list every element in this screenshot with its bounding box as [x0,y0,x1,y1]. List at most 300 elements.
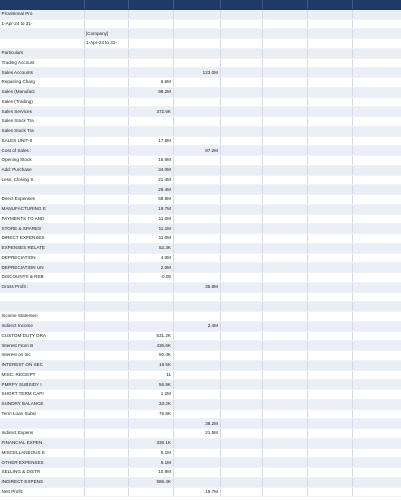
cell-label[interactable]: INTEREST ON SEC [0,360,84,370]
cell-empty[interactable] [220,68,262,78]
cell-value[interactable]: 58.8M [128,195,173,205]
cell-empty[interactable] [262,477,307,487]
cell-empty[interactable] [352,87,401,97]
cell-empty[interactable] [352,165,401,175]
cell-empty[interactable] [307,477,352,487]
cell-value[interactable] [128,146,173,156]
cell-value[interactable] [173,477,220,487]
cell-empty[interactable] [307,195,352,205]
cell-empty[interactable] [262,273,307,283]
cell-value[interactable] [173,9,220,19]
cell-value[interactable] [173,409,220,419]
column-header-cell[interactable] [128,0,173,9]
cell-empty[interactable] [262,156,307,166]
cell-label[interactable]: PAYMENTS TO AND [0,214,84,224]
cell-value[interactable]: 34.0M [128,165,173,175]
cell-value[interactable]: 11.1M [128,224,173,234]
cell-label[interactable]: Interest From B [0,341,84,351]
cell-empty[interactable] [307,58,352,68]
cell-empty[interactable] [352,273,401,283]
cell-value[interactable] [84,409,128,419]
cell-empty[interactable] [220,9,262,19]
cell-label[interactable]: Income Statemen [0,312,84,322]
cell-value[interactable] [84,282,128,292]
cell-value[interactable] [173,136,220,146]
cell-empty[interactable] [352,185,401,195]
cell-empty[interactable] [352,263,401,273]
cell-value[interactable] [173,29,220,39]
cell-empty[interactable] [352,107,401,117]
cell-label[interactable]: Sales Accounts [0,68,84,78]
cell-value[interactable] [173,253,220,263]
cell-value[interactable]: 11.0M [128,234,173,244]
cell-value[interactable] [84,234,128,244]
cell-value[interactable]: 2.4M [173,321,220,331]
cell-empty[interactable] [352,146,401,156]
cell-value[interactable]: 17.8M [128,136,173,146]
cell-label[interactable]: Interest on Inc [0,351,84,361]
cell-value[interactable] [128,9,173,19]
cell-label[interactable]: 1-Apr-24 to 31- [0,19,84,29]
cell-value[interactable]: 56.9K [128,380,173,390]
cell-empty[interactable] [220,78,262,88]
cell-empty[interactable] [262,78,307,88]
cell-empty[interactable] [352,78,401,88]
cell-label[interactable]: SELLING & DISTR [0,468,84,478]
cell-value[interactable] [173,390,220,400]
cell-value[interactable]: 6.6M [128,78,173,88]
cell-value[interactable]: 1.2M [128,390,173,400]
cell-empty[interactable] [262,195,307,205]
cell-label[interactable]: SUNDRY BALANCE [0,399,84,409]
cell-empty[interactable] [220,448,262,458]
cell-value[interactable] [84,458,128,468]
cell-value[interactable] [84,390,128,400]
cell-value[interactable]: 11 [128,370,173,380]
cell-value[interactable] [84,487,128,497]
cell-empty[interactable] [262,390,307,400]
cell-value[interactable] [128,282,173,292]
cell-empty[interactable] [352,409,401,419]
cell-empty[interactable] [262,126,307,136]
cell-label[interactable]: MISC. RECEIPT [0,370,84,380]
cell-empty[interactable] [262,97,307,107]
cell-value[interactable] [173,351,220,361]
cell-empty[interactable] [262,468,307,478]
cell-value[interactable]: 5.1M [128,458,173,468]
cell-value[interactable] [84,126,128,136]
cell-empty[interactable] [307,253,352,263]
cell-empty[interactable] [307,429,352,439]
cell-empty[interactable] [307,351,352,361]
cell-value[interactable] [173,292,220,302]
cell-empty[interactable] [262,117,307,127]
cell-label[interactable] [0,185,84,195]
cell-empty[interactable] [307,78,352,88]
cell-empty[interactable] [307,126,352,136]
cell-value[interactable] [173,204,220,214]
cell-empty[interactable] [220,39,262,49]
cell-empty[interactable] [307,19,352,29]
cell-value[interactable] [128,58,173,68]
cell-value[interactable] [84,9,128,19]
cell-value[interactable] [84,243,128,253]
cell-empty[interactable] [352,370,401,380]
cell-label[interactable] [0,292,84,302]
cell-empty[interactable] [220,487,262,497]
cell-empty[interactable] [307,87,352,97]
cell-empty[interactable] [262,370,307,380]
cell-label[interactable]: DISCOUNTS & REB [0,273,84,283]
cell-empty[interactable] [352,97,401,107]
cell-empty[interactable] [307,380,352,390]
cell-value[interactable]: 10.9M [128,468,173,478]
cell-value[interactable]: 123.0M [173,68,220,78]
cell-empty[interactable] [307,243,352,253]
cell-value[interactable] [84,87,128,97]
cell-empty[interactable] [352,429,401,439]
cell-empty[interactable] [220,390,262,400]
cell-value[interactable] [128,292,173,302]
cell-label[interactable]: DEPRECIATION UN [0,263,84,273]
cell-label[interactable]: OTHER EXPENSES [0,458,84,468]
cell-empty[interactable] [352,243,401,253]
cell-label[interactable]: INDIRECT EXPENS [0,477,84,487]
cell-value[interactable] [173,370,220,380]
cell-value[interactable] [84,302,128,312]
cell-value[interactable] [173,185,220,195]
cell-empty[interactable] [220,48,262,58]
cell-value[interactable]: 98.2M [128,87,173,97]
cell-label[interactable]: Term Loan Subsi [0,409,84,419]
cell-empty[interactable] [307,146,352,156]
cell-empty[interactable] [220,302,262,312]
cell-empty[interactable] [307,282,352,292]
cell-value[interactable] [173,78,220,88]
column-header-cell[interactable] [0,0,84,9]
cell-label[interactable]: SHORT TERM CAPI [0,390,84,400]
cell-value[interactable] [173,58,220,68]
cell-empty[interactable] [220,146,262,156]
cell-value[interactable]: 2.0M [128,263,173,273]
cell-value[interactable] [173,156,220,166]
cell-empty[interactable] [220,136,262,146]
cell-value[interactable] [84,97,128,107]
cell-value[interactable] [84,321,128,331]
cell-empty[interactable] [220,292,262,302]
cell-empty[interactable] [352,419,401,429]
cell-empty[interactable] [352,136,401,146]
cell-value[interactable]: 5.1M [128,448,173,458]
cell-value[interactable] [173,175,220,185]
cell-value[interactable] [84,429,128,439]
cell-value[interactable]: 35.8M [173,282,220,292]
cell-empty[interactable] [307,360,352,370]
cell-empty[interactable] [352,448,401,458]
cell-label[interactable]: SALES UNIT-II [0,136,84,146]
cell-empty[interactable] [352,312,401,322]
cell-empty[interactable] [262,243,307,253]
cell-empty[interactable] [262,39,307,49]
cell-empty[interactable] [352,468,401,478]
cell-empty[interactable] [262,204,307,214]
cell-value[interactable] [84,195,128,205]
cell-value[interactable] [84,399,128,409]
cell-label[interactable]: Trading Account [0,58,84,68]
cell-value[interactable] [84,214,128,224]
cell-label[interactable]: DEPRECIATION [0,253,84,263]
cell-empty[interactable] [352,302,401,312]
cell-value[interactable] [173,263,220,273]
cell-value[interactable] [84,468,128,478]
cell-empty[interactable] [262,438,307,448]
cell-empty[interactable] [352,477,401,487]
cell-empty[interactable] [352,331,401,341]
cell-empty[interactable] [307,39,352,49]
cell-empty[interactable] [307,117,352,127]
cell-value[interactable]: 38.2M [173,419,220,429]
column-header-cell[interactable] [220,0,262,9]
cell-empty[interactable] [220,370,262,380]
cell-label[interactable]: Opening Stock [0,156,84,166]
cell-empty[interactable] [352,224,401,234]
cell-value[interactable] [128,419,173,429]
cell-empty[interactable] [307,487,352,497]
cell-value[interactable] [173,224,220,234]
cell-empty[interactable] [262,487,307,497]
cell-empty[interactable] [220,29,262,39]
cell-empty[interactable] [352,48,401,58]
cell-value[interactable]: 19.5K [128,360,173,370]
cell-value[interactable] [173,39,220,49]
cell-empty[interactable] [262,175,307,185]
cell-value[interactable] [84,156,128,166]
cell-value[interactable] [173,438,220,448]
cell-value[interactable] [84,136,128,146]
cell-label[interactable]: Less: Closing S [0,175,84,185]
cell-empty[interactable] [307,312,352,322]
cell-value[interactable] [84,438,128,448]
cell-empty[interactable] [262,107,307,117]
cell-value[interactable] [128,321,173,331]
cell-empty[interactable] [220,282,262,292]
cell-empty[interactable] [307,399,352,409]
cell-empty[interactable] [220,126,262,136]
cell-empty[interactable] [307,263,352,273]
cell-empty[interactable] [352,351,401,361]
cell-label[interactable]: Direct Expenses [0,195,84,205]
cell-empty[interactable] [220,234,262,244]
cell-label[interactable]: Gross Profit : [0,282,84,292]
cell-empty[interactable] [220,429,262,439]
cell-label[interactable] [0,39,84,49]
cell-value[interactable] [173,165,220,175]
cell-empty[interactable] [352,19,401,29]
cell-value[interactable] [84,292,128,302]
cell-empty[interactable] [307,136,352,146]
cell-value[interactable] [173,458,220,468]
cell-empty[interactable] [262,331,307,341]
cell-empty[interactable] [220,468,262,478]
cell-value[interactable]: 531.2K [128,331,173,341]
cell-empty[interactable] [220,117,262,127]
cell-empty[interactable] [307,204,352,214]
cell-value[interactable] [84,224,128,234]
cell-empty[interactable] [220,204,262,214]
cell-empty[interactable] [220,341,262,351]
cell-empty[interactable] [220,107,262,117]
cell-empty[interactable] [220,273,262,283]
cell-empty[interactable] [307,390,352,400]
cell-value[interactable] [128,487,173,497]
column-header-cell[interactable] [84,0,128,9]
cell-empty[interactable] [262,312,307,322]
cell-empty[interactable] [220,156,262,166]
cell-empty[interactable] [352,234,401,244]
cell-value[interactable]: 19.7M [128,204,173,214]
cell-empty[interactable] [262,458,307,468]
cell-empty[interactable] [220,458,262,468]
cell-empty[interactable] [262,419,307,429]
cell-empty[interactable] [352,39,401,49]
cell-empty[interactable] [262,253,307,263]
cell-empty[interactable] [220,477,262,487]
cell-value[interactable]: 1-Apr-24 to 31- [84,39,128,49]
cell-empty[interactable] [352,175,401,185]
cell-value[interactable]: 338.1K [128,438,173,448]
cell-empty[interactable] [220,312,262,322]
cell-empty[interactable] [220,263,262,273]
cell-value[interactable]: 4.0M [128,253,173,263]
cell-empty[interactable] [262,302,307,312]
cell-empty[interactable] [262,185,307,195]
cell-label[interactable]: Sales (Trading) [0,97,84,107]
cell-empty[interactable] [307,273,352,283]
cell-value[interactable] [173,234,220,244]
cell-empty[interactable] [262,409,307,419]
cell-value[interactable] [84,146,128,156]
cell-value[interactable] [128,48,173,58]
cell-value[interactable] [173,360,220,370]
cell-empty[interactable] [307,292,352,302]
cell-label[interactable]: Nett Profit: [0,487,84,497]
cell-empty[interactable] [352,292,401,302]
cell-label[interactable]: Sales Stock Tra [0,126,84,136]
cell-empty[interactable] [352,117,401,127]
cell-empty[interactable] [220,399,262,409]
cell-empty[interactable] [262,360,307,370]
cell-value[interactable] [84,312,128,322]
cell-empty[interactable] [352,29,401,39]
cell-label[interactable]: EXPENSES RELATE [0,243,84,253]
cell-value[interactable] [173,19,220,29]
cell-value[interactable]: 596.4K [128,477,173,487]
cell-empty[interactable] [220,214,262,224]
cell-empty[interactable] [307,468,352,478]
cell-value[interactable] [173,195,220,205]
cell-value[interactable] [173,448,220,458]
cell-label[interactable]: Indirect Income [0,321,84,331]
cell-value[interactable] [173,380,220,390]
cell-value[interactable] [84,477,128,487]
cell-value[interactable] [84,331,128,341]
cell-empty[interactable] [307,165,352,175]
column-header-cell[interactable] [307,0,352,9]
cell-value[interactable] [84,273,128,283]
cell-value[interactable] [84,370,128,380]
cell-empty[interactable] [262,399,307,409]
cell-value[interactable] [173,107,220,117]
cell-label[interactable]: PMRPY SUBSIDY I [0,380,84,390]
column-header-cell[interactable] [262,0,307,9]
cell-empty[interactable] [307,214,352,224]
cell-label[interactable]: Cost of Sales : [0,146,84,156]
cell-label[interactable]: MISCELLANEOUS E [0,448,84,458]
cell-empty[interactable] [352,68,401,78]
cell-label[interactable] [0,302,84,312]
cell-empty[interactable] [307,156,352,166]
cell-empty[interactable] [220,380,262,390]
cell-empty[interactable] [220,360,262,370]
cell-label[interactable]: Particulars [0,48,84,58]
cell-empty[interactable] [220,321,262,331]
cell-empty[interactable] [262,58,307,68]
cell-empty[interactable] [352,321,401,331]
cell-empty[interactable] [220,438,262,448]
cell-empty[interactable] [262,214,307,224]
cell-empty[interactable] [352,195,401,205]
cell-value[interactable] [84,341,128,351]
cell-value[interactable] [84,360,128,370]
cell-value[interactable] [128,39,173,49]
cell-empty[interactable] [262,234,307,244]
column-header-cell[interactable] [173,0,220,9]
cell-empty[interactable] [352,380,401,390]
cell-empty[interactable] [220,224,262,234]
cell-empty[interactable] [352,282,401,292]
cell-empty[interactable] [262,48,307,58]
cell-empty[interactable] [262,165,307,175]
cell-value[interactable] [173,331,220,341]
cell-value[interactable]: 11.0M [128,214,173,224]
cell-label[interactable]: DIRECT EXPENSES [0,234,84,244]
cell-empty[interactable] [307,97,352,107]
cell-empty[interactable] [352,126,401,136]
cell-value[interactable] [84,175,128,185]
cell-label[interactable]: Provisional Pro [0,9,84,19]
cell-label[interactable]: Sales (Manufact [0,87,84,97]
cell-empty[interactable] [262,321,307,331]
cell-empty[interactable] [262,282,307,292]
cell-value[interactable] [84,19,128,29]
cell-value[interactable] [173,243,220,253]
cell-label[interactable]: Sales Services [0,107,84,117]
cell-empty[interactable] [262,146,307,156]
cell-empty[interactable] [307,224,352,234]
cell-empty[interactable] [220,409,262,419]
cell-value[interactable] [173,302,220,312]
cell-label[interactable]: Repairing Charg [0,78,84,88]
cell-value[interactable] [128,312,173,322]
cell-label[interactable]: CUSTOM DUTY DRA [0,331,84,341]
cell-value[interactable] [173,117,220,127]
cell-value[interactable] [173,214,220,224]
cell-value[interactable]: -0.08 [128,273,173,283]
cell-empty[interactable] [220,97,262,107]
cell-empty[interactable] [352,341,401,351]
cell-value[interactable] [128,429,173,439]
cell-value[interactable] [173,48,220,58]
